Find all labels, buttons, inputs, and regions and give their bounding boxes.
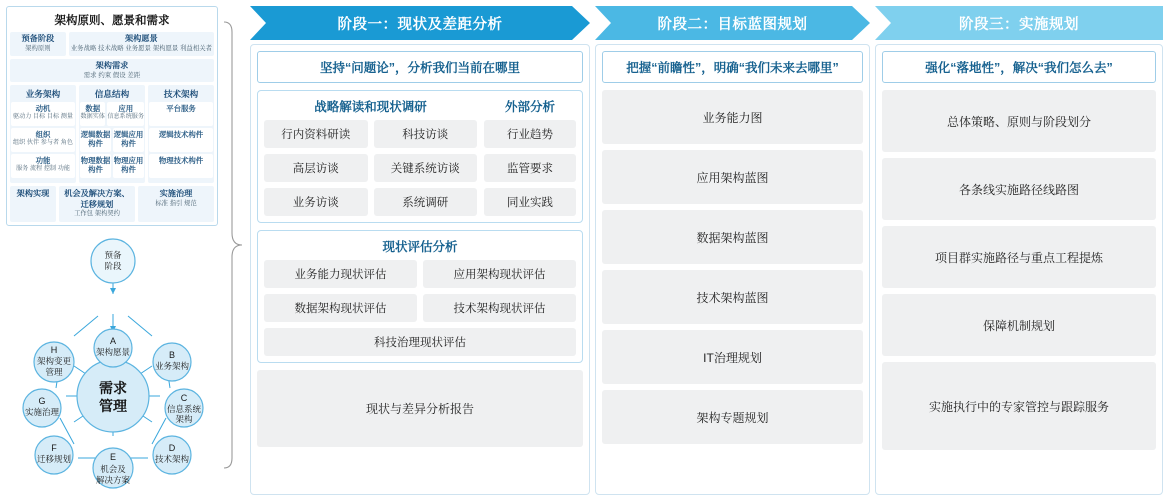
- column-item: [80, 154, 144, 178]
- column-subbox: [80, 128, 111, 152]
- assessment-item[interactable]: 技术架构现状评估: [423, 294, 576, 322]
- column-item: [149, 128, 213, 152]
- assessment-title: 现状评估分析: [382, 240, 458, 254]
- column-subbox: [107, 102, 144, 126]
- phase-2-subtitle: 把握“前瞻性”，明确“我们未来去哪里”: [602, 51, 863, 83]
- svg-text:管理: 管理: [99, 398, 127, 414]
- subbox-title: 物理数据构件: [80, 156, 111, 175]
- research-item[interactable]: 高层访谈: [264, 154, 368, 182]
- phase-3-header-label: 阶段三：实施规划: [959, 16, 1079, 33]
- subbox-sub: 驱动力 目标 目标 测量: [13, 113, 73, 121]
- subbox-title: 物理应用构件: [113, 156, 144, 175]
- column-subbox: [11, 128, 75, 152]
- phase-1-report[interactable]: 现状与差异分析报告: [257, 370, 583, 447]
- svg-text:D: D: [168, 443, 176, 453]
- svg-text:B: B: [168, 350, 176, 360]
- column-item: [149, 102, 213, 126]
- cell-sub: 工作包 架构契约: [74, 210, 120, 218]
- svg-text:架构愿景: 架构愿景: [95, 347, 131, 357]
- subbox-title: 功能: [35, 156, 51, 166]
- strategy-research-group: [264, 97, 477, 216]
- subbox-title: 数据: [85, 104, 101, 114]
- framework-row-2: [10, 59, 214, 83]
- framework-cell-prep: [10, 32, 66, 56]
- column-item: [11, 128, 75, 152]
- svg-text:实施治理: 实施治理: [24, 407, 60, 417]
- column-subbox: [149, 128, 213, 152]
- assessment-item[interactable]: 科技治理现状评估: [264, 328, 576, 356]
- phase-2-item[interactable]: 业务能力图: [602, 90, 863, 144]
- column-head: 信息结构: [94, 89, 130, 100]
- framework-column-technology: [148, 85, 214, 183]
- column-subbox: [11, 102, 75, 126]
- svg-text:架构: 架构: [175, 414, 193, 424]
- column-item: [11, 102, 75, 126]
- svg-text:H: H: [50, 345, 58, 355]
- column-item: [80, 102, 144, 126]
- phase-3-items: [876, 83, 1162, 450]
- phase-3-item[interactable]: 总体策略、原则与阶段划分: [882, 90, 1156, 152]
- phase-1-subtitle: 坚持“问题论”，分析我们当前在哪里: [257, 51, 583, 83]
- phase-2-items: [596, 83, 869, 444]
- phase-2-header-label: 阶段二：目标蓝图规划: [657, 16, 808, 33]
- assessment-item[interactable]: 数据架构现状评估: [264, 294, 417, 322]
- svg-text:C: C: [180, 393, 188, 403]
- brace-connector: [222, 20, 244, 470]
- svg-text:解决方案: 解决方案: [95, 475, 131, 485]
- column-subbox: [149, 102, 213, 126]
- assessment-item[interactable]: 业务能力现状评估: [264, 260, 417, 288]
- phase-2-item[interactable]: IT治理规划: [602, 330, 863, 384]
- phase-1-header: [250, 6, 590, 40]
- framework-column-business: [10, 85, 76, 183]
- phase-2-item[interactable]: 数据架构蓝图: [602, 210, 863, 264]
- column-subbox: [80, 154, 111, 178]
- svg-text:需求: 需求: [99, 380, 127, 396]
- framework-cell-implementation: [10, 186, 56, 222]
- subbox-title: 应用: [118, 104, 134, 114]
- phase-3-item[interactable]: 保障机制规划: [882, 294, 1156, 356]
- svg-text:迁移规划: 迁移规划: [36, 454, 72, 464]
- cell-sub: 架构原则: [25, 45, 51, 53]
- phase-2-header: [595, 6, 870, 40]
- togaf-framework-card: [6, 6, 218, 226]
- framework-cell-requirements: [10, 59, 214, 83]
- column-subbox: [113, 154, 144, 178]
- phase-1-assessment-box: [257, 230, 583, 363]
- research-item[interactable]: 科技访谈: [374, 120, 478, 148]
- cell-head: 预备阶段: [21, 34, 55, 43]
- phase-3-header: [875, 6, 1163, 40]
- svg-text:技术架构: 技术架构: [154, 454, 190, 464]
- svg-text:预备: 预备: [104, 250, 122, 260]
- research-item[interactable]: 行内资料研读: [264, 120, 368, 148]
- column-subbox: [113, 128, 144, 152]
- research-item[interactable]: 业务访谈: [264, 188, 368, 216]
- external-analysis-group: [484, 97, 576, 216]
- svg-text:信息系统: 信息系统: [166, 404, 202, 414]
- subbox-sub: 组织 伙伴 参与者 角色: [13, 139, 73, 147]
- subbox-sub: 信息系统服务: [107, 113, 144, 121]
- framework-row-1: [10, 32, 214, 56]
- svg-text:G: G: [38, 396, 46, 406]
- phase-3-item[interactable]: 实施执行中的专家管控与跟踪服务: [882, 362, 1156, 450]
- svg-text:A: A: [109, 336, 117, 346]
- subbox-sub: 服务 流程 控制 功能: [16, 165, 70, 173]
- column-head: 业务架构: [25, 89, 61, 100]
- phase-2-item[interactable]: 应用架构蓝图: [602, 150, 863, 204]
- framework-cell-opportunity: [59, 186, 135, 222]
- phase-1-research-box: [257, 90, 583, 223]
- subbox-title: 平台服务: [166, 104, 196, 114]
- external-item[interactable]: 同业实践: [484, 188, 576, 216]
- phase-3-subtitle: 强化“落地性”，解决“我们怎么去”: [882, 51, 1156, 83]
- svg-text:E: E: [109, 452, 117, 462]
- external-item[interactable]: 行业趋势: [484, 120, 576, 148]
- subbox-title: 组织: [35, 130, 51, 140]
- phase-2-column: [595, 44, 870, 495]
- column-subbox: [80, 102, 105, 126]
- strategy-research-title: 战略解读和现状调研: [314, 100, 427, 114]
- framework-columns: [10, 85, 214, 183]
- column-subbox: [11, 154, 75, 178]
- external-analysis-title: 外部分析: [504, 100, 555, 114]
- cell-head: 架构实现: [16, 189, 50, 199]
- assessment-item[interactable]: 应用架构现状评估: [423, 260, 576, 288]
- phase-1-column: [250, 44, 590, 495]
- external-item[interactable]: 监管要求: [484, 154, 576, 182]
- subbox-sub: 数据实体: [80, 113, 105, 121]
- svg-text:F: F: [51, 443, 57, 453]
- phase-3-item[interactable]: 各条线实施路径线路图: [882, 158, 1156, 220]
- cell-head: 架构需求: [95, 60, 129, 70]
- framework-bottom-row: [10, 186, 214, 222]
- cell-sub: 标准 指引 规范: [155, 199, 197, 207]
- phase-1-header-label: 阶段一：现状及差距分析: [337, 16, 503, 33]
- column-item: [149, 154, 213, 178]
- adm-cycle-diagram: [0, 236, 226, 496]
- framework-cell-vision: [69, 32, 214, 56]
- svg-text:阶段: 阶段: [104, 261, 122, 271]
- cell-sub: 需求 约束 假设 差距: [83, 71, 141, 79]
- column-item: [11, 154, 75, 178]
- column-head: 技术架构: [163, 89, 199, 100]
- left-panel: [0, 0, 226, 499]
- subbox-title: 逻辑数据构件: [80, 130, 111, 149]
- svg-text:机会及: 机会及: [100, 464, 126, 474]
- phase-2-item[interactable]: 架构专题规划: [602, 390, 863, 444]
- subbox-title: 物理技术构件: [158, 156, 204, 166]
- svg-text:业务架构: 业务架构: [154, 361, 190, 371]
- subbox-title: 动机: [35, 104, 51, 114]
- research-item[interactable]: 关键系统访谈: [374, 154, 478, 182]
- framework-cell-governance: [138, 186, 214, 222]
- phase-3-column: [875, 44, 1163, 495]
- phase-2-item[interactable]: 技术架构蓝图: [602, 270, 863, 324]
- subbox-title: 逻辑应用构件: [113, 130, 144, 149]
- cell-head: 实施治理: [159, 189, 193, 199]
- cell-head: 架构愿景: [124, 34, 158, 43]
- subbox-title: 逻辑技术构件: [158, 130, 204, 140]
- column-item: [80, 128, 144, 152]
- phase-3-item[interactable]: 项目群实施路径与重点工程提炼: [882, 226, 1156, 288]
- column-subbox: [149, 154, 213, 178]
- framework-column-information: [79, 85, 145, 183]
- svg-text:管理: 管理: [45, 367, 63, 377]
- svg-text:架构变更: 架构变更: [36, 356, 72, 366]
- framework-title: 架构原则、愿景和需求: [54, 15, 170, 27]
- cell-head: 机会及解决方案、迁移规划: [64, 189, 130, 209]
- cell-sub: 业务战略 技术战略 业务愿景 架构愿景 利益相关者: [70, 45, 212, 53]
- research-item[interactable]: 系统调研: [374, 188, 478, 216]
